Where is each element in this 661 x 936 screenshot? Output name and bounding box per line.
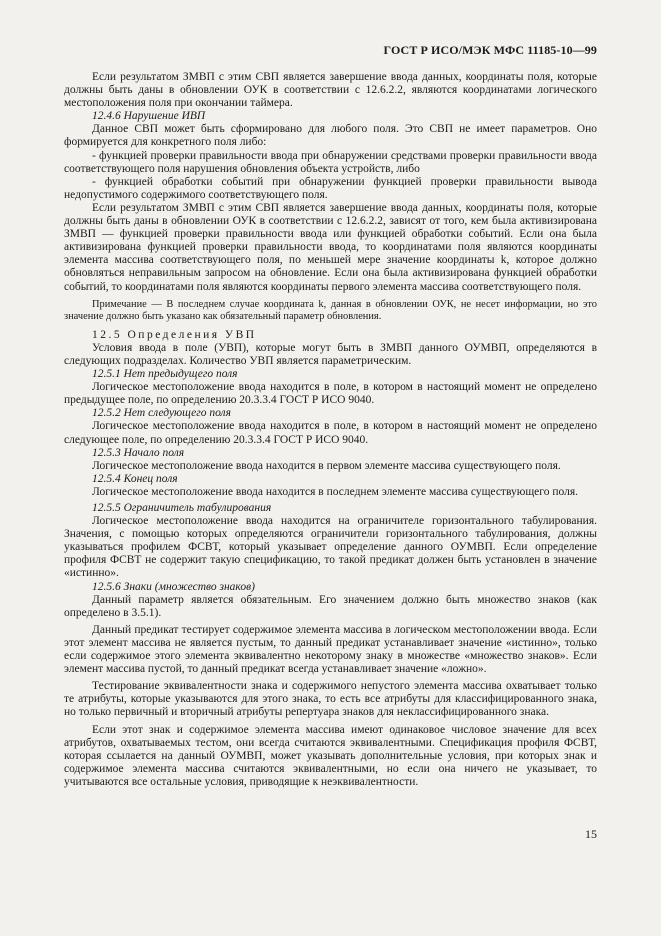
paragraph: Если результатом ЗМВП с этим СВП является завершение ввода данных, координаты поля, которые должны быть даны в обновлении ОУК в соответствии с 12.6.2.2, зависят от того, кем была активизирована ЗМВП — функцией проверки правильности ввода или функцией обработки событий. Если она была активизирована функцией проверки правильности ввода, то координатами поля являются координаты элемента массива соответствующего поля, по меньшей мере значение координаты k, которое должно обновляться неправильным запросом на обновление. Если она была активизирована функцией обработки событий, то координатами поля являются координаты первого элемента массива соответствующего поля. — [64, 201, 597, 293]
paragraph: Данный предикат тестирует содержимое элемента массива в логическом местоположении ввода. Если этот элемент массива не является пустым, то данный предикат устанавливает значение «истинно», только если содержимое этого элемента эквивалентно некоторому знаку в множестве «множество знаков». Если элемент массива пустой, то данный предикат всегда устанавливает значение «ложно». — [64, 623, 597, 676]
paragraph: Логическое местоположение ввода находится в последнем элементе массива существующего поля. — [92, 485, 578, 498]
subsection-heading — [64, 110, 597, 123]
note: Примечание — В последнем случае координата k, данная в обновлении ОУК, не несет информации, но это значение должно быть указано как обязательный параметр обновления. — [64, 298, 597, 323]
paragraph: Логическое местоположение ввода находится в поле, в котором в настоящий момент не определено предыдущее поле, по определению 20.3.3.4 ГОСТ Р ИСО 9040. — [64, 381, 597, 407]
subsection-heading: 12.5.3 Начало поля — [92, 446, 185, 459]
paragraph: Данное СВП может быть сформировано для любого поля. Это СВП не имеет параметров. Оно формируется для конкретного поля либо: — [64, 123, 597, 149]
subsection-heading: 12.5.6 Знаки (множество знаков) — [92, 580, 255, 593]
list-item: - функцией проверки правильности ввода при обнаружении средствами проверки правильности ввода соответствующего поля нарушения обновления объекта устройств, либо — [64, 149, 597, 175]
paragraph: Если этот знак и содержимое элемента массива имеют одинаковое числовое значение для всех атрибутов, охватываемых тестом, они всегда считаются эквивалентными. Спецификация профиля ФСВТ, которая ссылается на данный ОУМВП, может указывать дополнительные условия, при которых знак и содержимое элемента массива считаются эквивалентными, но если она ничего не указывает, то учитываются все остальные условия, приводящие к неэквивалентности. — [64, 723, 597, 788]
section-heading: 12.5 Определения УВП — [92, 328, 257, 341]
subsection-heading: 12.5.4 Конец поля — [92, 472, 178, 485]
paragraph: Логическое местоположение ввода находится в поле, в котором в настоящий момент не определено следующее поле, по определению 20.3.3.4 ГОСТ Р ИСО 9040. — [64, 420, 597, 446]
paragraph: Логическое местоположение ввода находится на ограничителе горизонтального табулирования. Значения, с помощью которых определяются ограничители горизонтального табулирования, должны указываться профилем ФСВТ, который указывает определение данного ОУМВП. Если определение профиля ФСВТ не содержит такую спецификацию, то такой предикат должен быть установлен в значение «истинно». — [64, 515, 597, 580]
subsection-heading-text: 12.4.6 Нарушение ИВП — [92, 110, 206, 123]
paragraph: Тестирование эквивалентности знака и содержимого непустого элемента массива охватывает только те атрибуты, которые указываются для этого знака, то есть все атрибуты для классифицированного знака, но только первичный и вторичный атрибуты репертуара знаков для неклассифицированного знака. — [64, 680, 597, 719]
subsection-heading: 12.5.1 Нет предыдущего поля — [92, 368, 238, 381]
list-item: - функцией обработки событий при обнаружении функцией проверки правильности вывода недопустимого содержимого соответствующего поля. — [64, 175, 597, 201]
subsection-heading: 12.5.2 Нет следующего поля — [92, 407, 231, 420]
paragraph: Логическое местоположение ввода находится в первом элементе массива существующего поля. — [92, 459, 561, 472]
subsection-heading: 12.5.5 Ограничитель табулирования — [92, 502, 272, 514]
paragraph: Данный параметр является обязательным. Его значением должно быть множество знаков (как определено в 3.5.1). — [64, 593, 597, 619]
paragraph: Если результатом ЗМВП с этим СВП является завершение ввода данных, координаты поля, которые должны быть даны в обновлении ОУК в соответствии с 12.6.2.2, являются координатами логического местоположения поля при окончании таймера. — [64, 71, 597, 110]
page-number: 15 — [585, 827, 597, 841]
page-header: ГОСТ Р ИСО/МЭК МФС 11185-10—99 — [383, 43, 597, 57]
paragraph: Условия ввода в поле (УВП), которые могут быть в ЗМВП данного ОУМВП, определяются в следующих подразделах. Количество УВП является параметрическим. — [64, 341, 597, 367]
page-body — [64, 71, 597, 789]
